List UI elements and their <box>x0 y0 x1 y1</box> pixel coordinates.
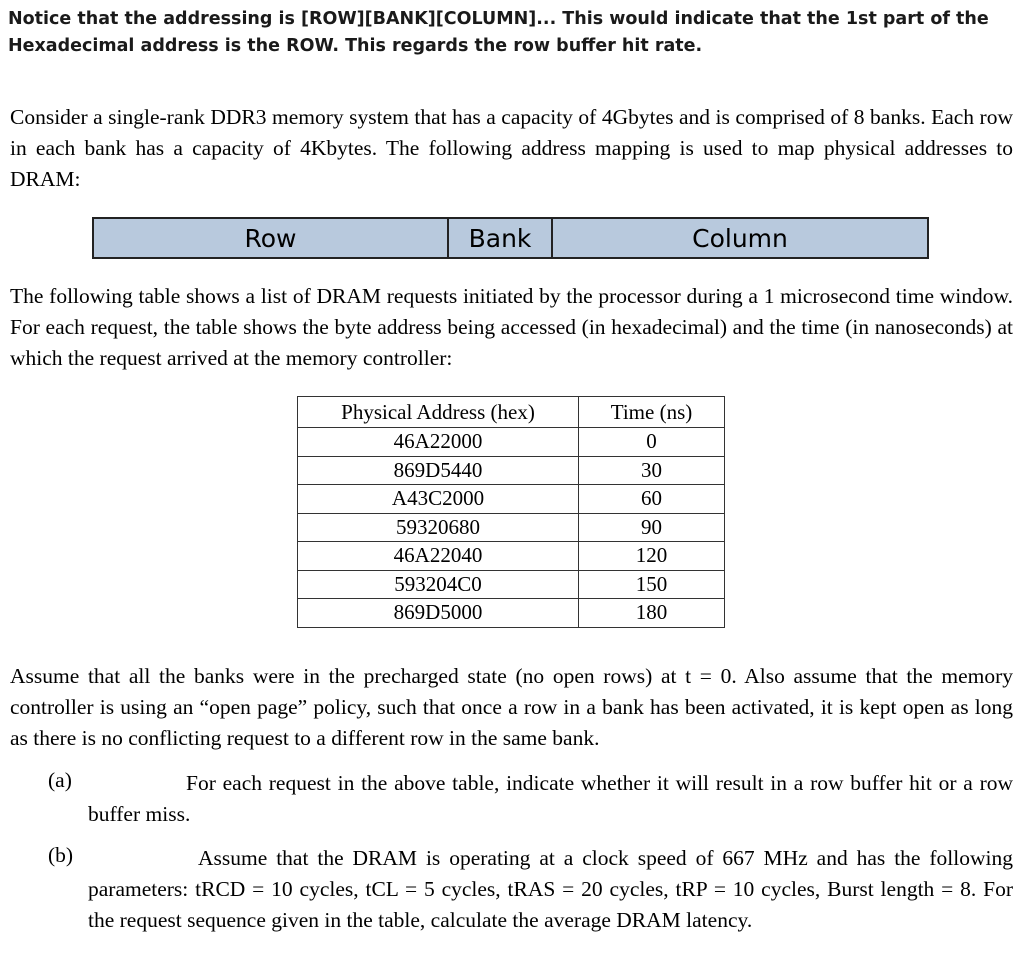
table-row <box>298 456 725 485</box>
mapping-row-field: Row <box>94 219 449 257</box>
header-time: Time (ns) <box>579 397 725 428</box>
address-cell: 593204C0 <box>298 570 579 599</box>
time-cell: 60 <box>579 485 725 514</box>
address-mapping-diagram <box>92 217 929 259</box>
table-row <box>298 542 725 571</box>
question-a-text: For each request in the above table, indicate whether it will result in a row buffer hit or a row buffer miss. <box>88 771 1013 826</box>
time-cell: 30 <box>579 456 725 485</box>
mapping-bank-field: Bank <box>449 219 553 257</box>
time-cell: 90 <box>579 513 725 542</box>
addressing-note: Notice that the addressing is [ROW][BANK][COLUMN]... This would indicate that the 1st part of the Hexadecimal address is the ROW. This regards the row buffer hit rate. <box>8 9 989 56</box>
time-cell: 180 <box>579 599 725 628</box>
address-cell: 869D5000 <box>298 599 579 628</box>
address-cell: A43C2000 <box>298 485 579 514</box>
table-intro: The following table shows a list of DRAM requests initiated by the processor during a 1 microsecond time window. For each request, the table shows the byte address being accessed (in hexadecimal) and the time (in nanoseconds) at which the request arrived at the memory controller: <box>10 284 1013 370</box>
table-row <box>298 570 725 599</box>
address-cell: 869D5440 <box>298 456 579 485</box>
address-cell: 46A22000 <box>298 428 579 457</box>
table-row <box>298 485 725 514</box>
mapping-column-field: Column <box>692 223 788 253</box>
table-row <box>298 599 725 628</box>
question-a-label: (a) <box>48 768 72 792</box>
table-header-row <box>298 397 725 428</box>
time-cell: 120 <box>579 542 725 571</box>
address-cell: 59320680 <box>298 513 579 542</box>
table-row <box>298 428 725 457</box>
problem-intro: Consider a single-rank DDR3 memory system that has a capacity of 4Gbytes and is comprised of 8 banks. Each row in each bank has a capacity of 4Kbytes. The following address mapping is used to map physical addresses to DRAM: <box>10 105 1013 191</box>
question-b-text: Assume that the DRAM is operating at a clock speed of 667 MHz and has the following parameters: tRCD = 10 cycles, tCL = 5 cycles, tRAS = 20 cycles, tRP = 10 cycles, Burst length = 8. For the request sequence given in the table, calculate the average DRAM latency. <box>88 846 1013 932</box>
dram-request-table <box>297 396 725 628</box>
address-cell: 46A22040 <box>298 542 579 571</box>
assumption-text: Assume that all the banks were in the precharged state (no open rows) at t = 0. Also assume that the memory controller is using an “open page” policy, such that once a row in a bank has been activated, it is kept open as long as there is no conflicting request to a different row in the same bank. <box>10 664 1013 750</box>
table-row <box>298 513 725 542</box>
time-cell: 150 <box>579 570 725 599</box>
time-cell: 0 <box>579 428 725 457</box>
question-b-label: (b) <box>48 843 74 867</box>
header-address: Physical Address (hex) <box>298 397 579 428</box>
